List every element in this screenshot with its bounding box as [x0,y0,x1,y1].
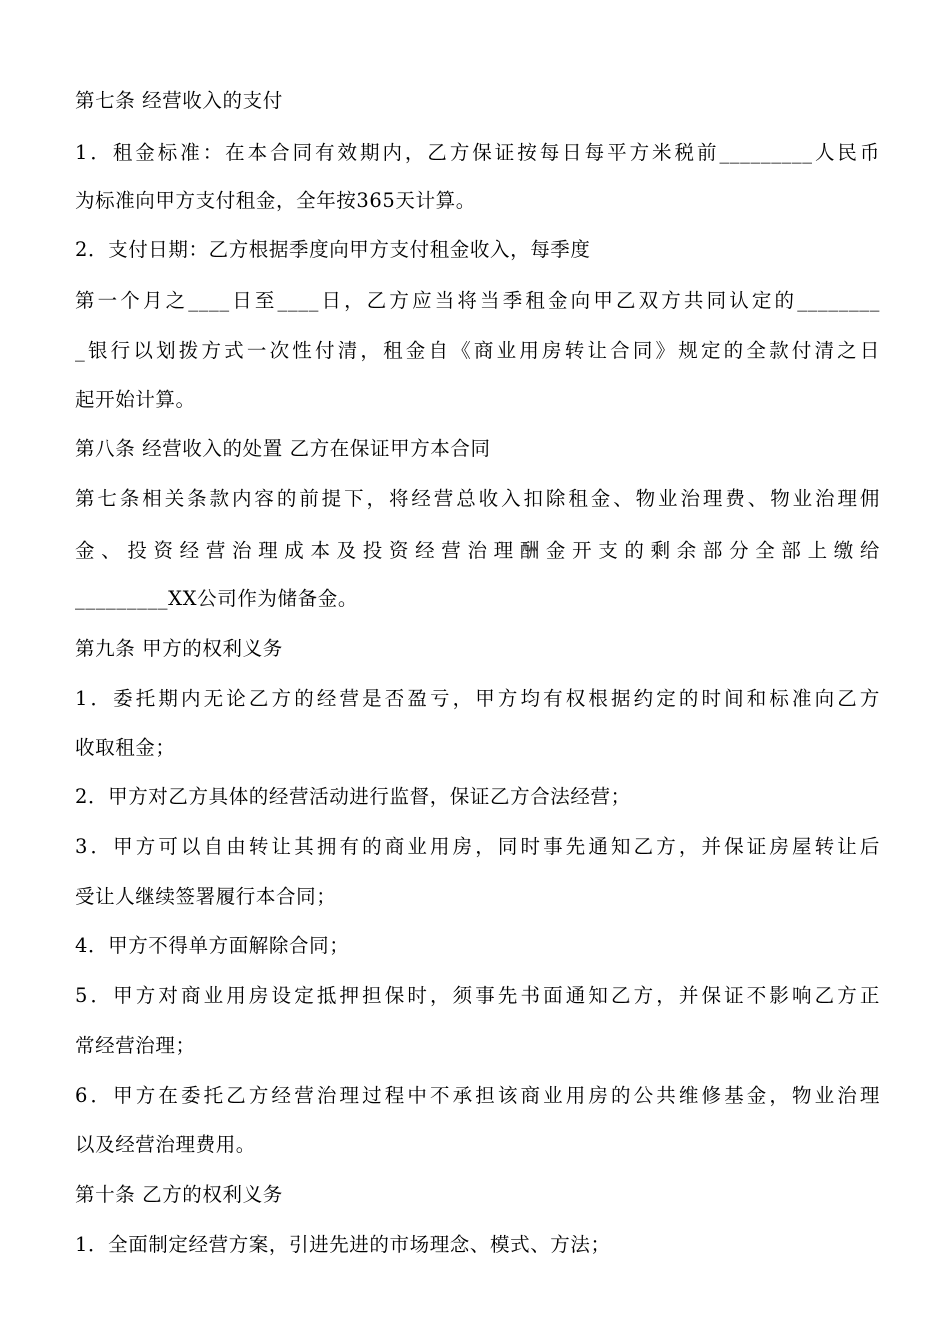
article-7-item-1-line-2: 为标准向甲方支付租金，全年按365天计算。 [75,189,476,212]
article-10-heading: 第十条 乙方的权利义务 [75,1183,283,1206]
article-7-item-2-line-2: 第一个月之____日至____日，乙方应当将当季租金向甲乙双方共同认定的________ [75,289,880,312]
article-9-item-2: 2．甲方对乙方具体的经营活动进行监督，保证乙方合法经营； [75,785,631,808]
article-9-heading: 第九条 甲方的权利义务 [75,637,283,660]
article-9-item-6-line-2: 以及经营治理费用。 [75,1133,256,1156]
article-7-heading: 第七条 经营收入的支付 [75,89,283,112]
article-9-item-1-line-2: 收取租金； [75,736,176,759]
article-9-item-6-line-1: 6．甲方在委托乙方经营治理过程中不承担该商业用房的公共维修基金，物业治理 [75,1084,880,1107]
article-10-item-1: 1．全面制定经营方案，引进先进的市场理念、模式、方法； [75,1233,611,1256]
article-9-item-5-line-2: 常经营治理； [75,1034,196,1057]
article-7-item-1-line-1: 1．租金标准：在本合同有效期内，乙方保证按每日每平方米税前_________人民币 [75,141,880,164]
article-8-text-line-2: 金、投资经营治理成本及投资经营治理酬金开支的剩余部分全部上缴给 [75,539,880,562]
article-8-heading: 第八条 经营收入的处置 乙方在保证甲方本合同 [75,437,491,460]
article-8-text-line-1: 第七条相关条款内容的前提下，将经营总收入扣除租金、物业治理费、物业治理佣 [75,487,880,510]
article-8-text-line-3: _________XX公司作为储备金。 [75,587,358,610]
article-7-item-2-line-1: 2．支付日期：乙方根据季度向甲方支付租金收入，每季度 [75,238,591,261]
article-9-item-3-line-2: 受让人继续签署履行本合同； [75,885,337,908]
article-9-item-4: 4．甲方不得单方面解除合同； [75,934,350,957]
article-7-item-2-line-3: _银行以划拨方式一次性付清，租金自《商业用房转让合同》规定的全款付清之日 [75,339,880,362]
article-9-item-3-line-1: 3．甲方可以自由转让其拥有的商业用房，同时事先通知乙方，并保证房屋转让后 [75,835,880,858]
article-9-item-1-line-1: 1．委托期内无论乙方的经营是否盈亏，甲方均有权根据约定的时间和标准向乙方 [75,687,880,710]
article-7-item-2-line-4: 起开始计算。 [75,388,196,411]
article-9-item-5-line-1: 5．甲方对商业用房设定抵押担保时，须事先书面通知乙方，并保证不影响乙方正 [75,984,880,1007]
